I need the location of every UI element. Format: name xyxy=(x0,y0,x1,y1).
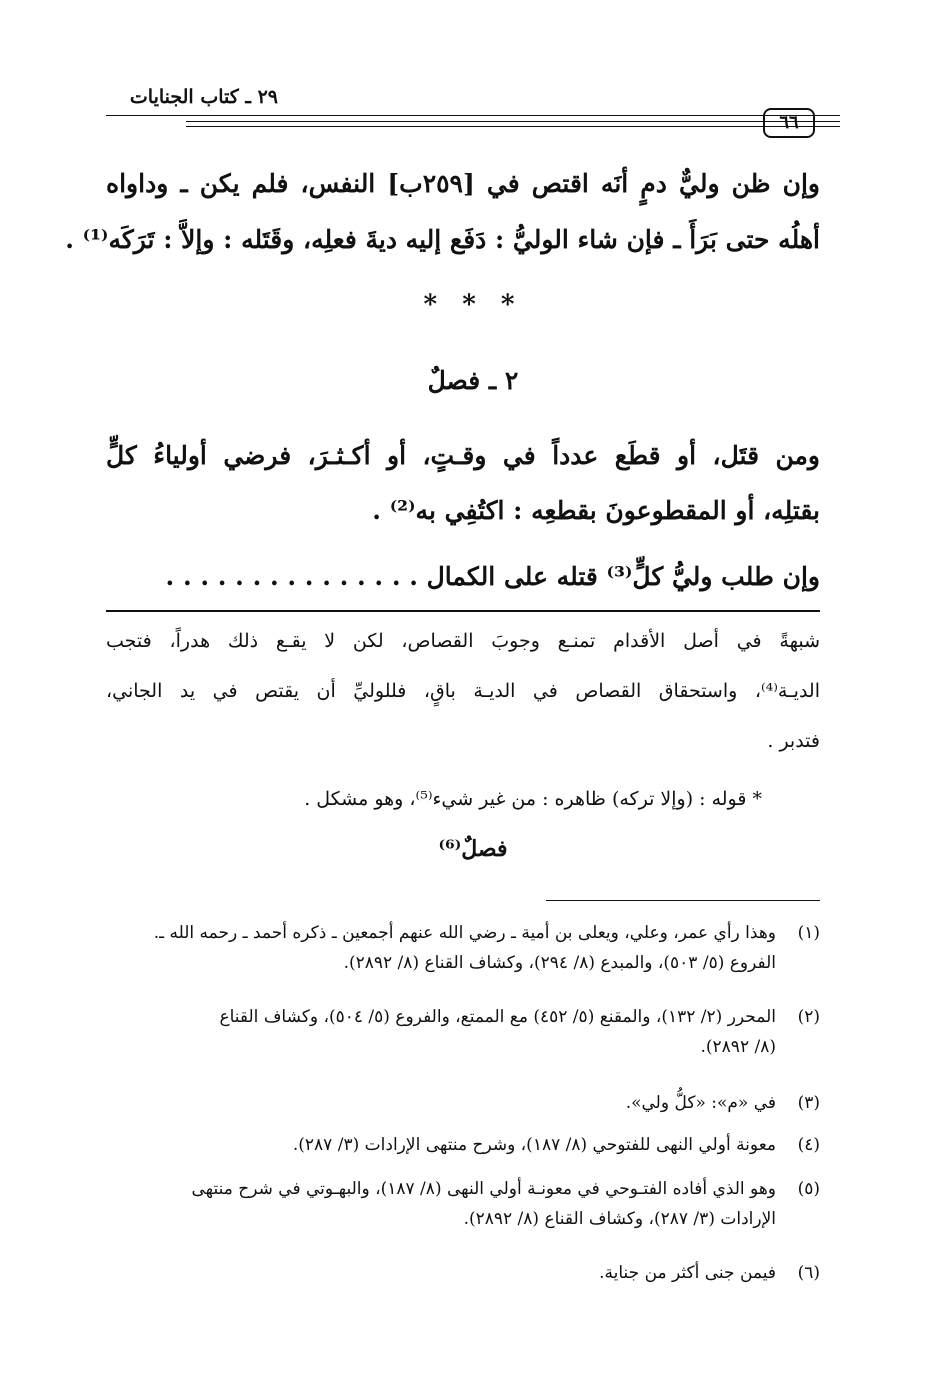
commentary-line: شبهةً في أصل الأقدام تمنـع وجوبَ القصاص، لكن لا يقـع ذلك هدراً، فتجب xyxy=(106,630,820,652)
footnote-text: وهذا رأي عمر، وعلي، ويعلى بن أمية ـ رضي الله عنهم أجمعين ـ ذكره أحمد ـ رحمه الله ـ. xyxy=(153,923,776,943)
footnote-number: (٦) xyxy=(797,1263,820,1283)
header-rule xyxy=(186,121,840,122)
main-text-line: بقتلِه، أو المقطوعونَ بقطعِه : اكتُفِي به⁽²⁾ . xyxy=(372,496,820,525)
footnote-text: فيمن جنى أكثر من جناية. xyxy=(599,1263,776,1283)
footnote-number: (٣) xyxy=(797,1093,820,1113)
section-divider-stars: * * * xyxy=(423,290,523,320)
commentary-line: فتدبر . xyxy=(767,730,820,752)
commentary-bullet: * قوله : (وإلا تركه) ظاهره : من غير شيء⁽⁵⁾، وهو مشكل . xyxy=(304,788,762,810)
main-text-line: ومن قتَل، أو قطَع عدداً في وقـتٍ، أو أكـثـرَ، فرضي أولياءُ كلٍّ xyxy=(106,441,820,470)
footnote-text: (٨/ ٢٨٩٢). xyxy=(700,1037,776,1057)
footnote-text: المحرر (٢/ ١٣٢)، والمقنع (٥/ ٤٥٢) مع الممتع، والفروع (٥/ ٥٠٤)، وكشاف القناع xyxy=(219,1007,776,1027)
main-text-line: وإن طلب وليُّ كلٍّ⁽³⁾ قتله على الكمال . . . . . . . . . . . . . . . xyxy=(165,562,820,591)
header-rule xyxy=(106,115,840,116)
footnote-number: (٥) xyxy=(797,1179,820,1199)
commentary-line: الديـة⁽⁴⁾، واستحقاق القصاص في الديـة باقٍ، فللوليِّ أن يقتص في يد الجاني، xyxy=(106,680,820,702)
footnote-number: (٢) xyxy=(797,1007,820,1027)
footnote-number: (١) xyxy=(797,923,820,943)
footnote-text: معونة أولي النهى للفتوحي (٨/ ١٨٧)، وشرح منتهى الإرادات (٣/ ٢٨٧). xyxy=(292,1135,776,1155)
footnote-text: وهو الذي أفاده الفتـوحي في معونـة أولي النهى (٨/ ١٨٧)، والبهـوتي في شرح منتهى xyxy=(191,1179,776,1199)
footnote-text: في «م»: «كلُّ ولي». xyxy=(625,1093,776,1113)
section-heading: ٢ ـ فصلٌ xyxy=(427,366,519,395)
chapter-title: ٢٩ ـ كتاب الجنايات xyxy=(129,86,278,108)
main-text-line: أهلُه حتى بَرَأَ ـ فإن شاء الوليُّ : دَفَع إليه ديةَ فعلِه، وقَتَله : وإلاَّ : تَرَكَه⁽¹⁾ . xyxy=(65,225,820,254)
main-text-line: وإن ظن وليٌّ دمٍ أنَه اقتص في [٢٥٩ب] النفس، فلم يكن ـ وداواه xyxy=(106,169,820,198)
page-number: ٦٦ xyxy=(763,108,815,138)
footnote-number: (٤) xyxy=(797,1135,820,1155)
footnote-text: الفروع (٥/ ٥٠٣)، والمبدع (٨/ ٢٩٤)، وكشاف القناع (٨/ ٢٨٩٢). xyxy=(343,953,776,973)
commentary-subheading: فصلٌ⁽⁶⁾ xyxy=(438,836,508,862)
matn-commentary-separator xyxy=(106,610,820,612)
footnote-separator xyxy=(546,900,820,901)
header-rule xyxy=(186,126,840,127)
footnote-text: الإرادات (٣/ ٢٨٧)، وكشاف القناع (٨/ ٢٨٩٢). xyxy=(463,1209,776,1229)
